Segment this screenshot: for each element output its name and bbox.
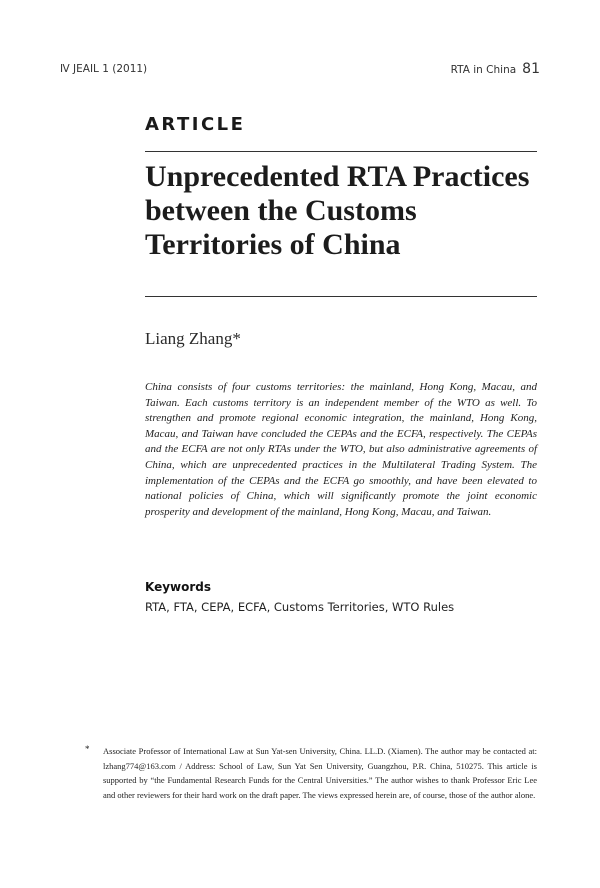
article-title: Unprecedented RTA Practices between the Customs Territories of China — [145, 160, 530, 261]
title-bottom-rule — [145, 296, 537, 297]
keywords-heading: Keywords — [145, 580, 212, 594]
running-title: RTA in China — [450, 64, 517, 76]
page-number: 81 — [522, 61, 540, 77]
author-footnote-mark[interactable]: * — [232, 329, 241, 348]
footnote-text: Associate Professor of International Law at Sun Yat-sen University, China. LL.D. (Xiamen). The author may be contacted at: lzhang774@163.com / Address: School of Law, Sun Yat Sen University, Guangzhou, P.R. China, 510275. This article is supported by “the Fundamental Research Funds for the Central Universities.” The author wishes to thank Professor Eric Lee and other reviewers for their hard work on the draft paper. The views expressed herein are, of course, those of the author alone. — [103, 746, 537, 800]
journal-citation: Ⅳ JEAIL 1 (2011) — [60, 63, 148, 75]
footnote-mark: * — [85, 744, 90, 754]
abstract: China consists of four customs territories: the mainland, Hong Kong, Macau, and Taiwan. Each customs territory is an independent member of the WTO as well. To strengthen and promote regional economic integration, the mainland, Hong Kong, Macau, and Taiwan have concluded the CEPAs and the ECFA, respectively. The CEPAs and the ECFA are not only RTAs under the WTO, but also administrative agreements of China, which are unprecedented practices in the Multilateral Trading System. The implementation of the CEPAs and the ECFA go smoothly, and have been elevated to national policies of China, which will significantly promote the joint economic prosperity and development of the mainland, Hong Kong, Macau, and Taiwan. — [145, 381, 537, 518]
title-top-rule — [145, 151, 537, 152]
author-line — [145, 329, 241, 349]
keywords-list: RTA, FTA, CEPA, ECFA, Customs Territories, WTO Rules — [145, 600, 455, 614]
article-label: ARTICLE — [145, 114, 246, 135]
author-name: Liang Zhang — [145, 329, 233, 348]
running-header — [451, 58, 540, 77]
